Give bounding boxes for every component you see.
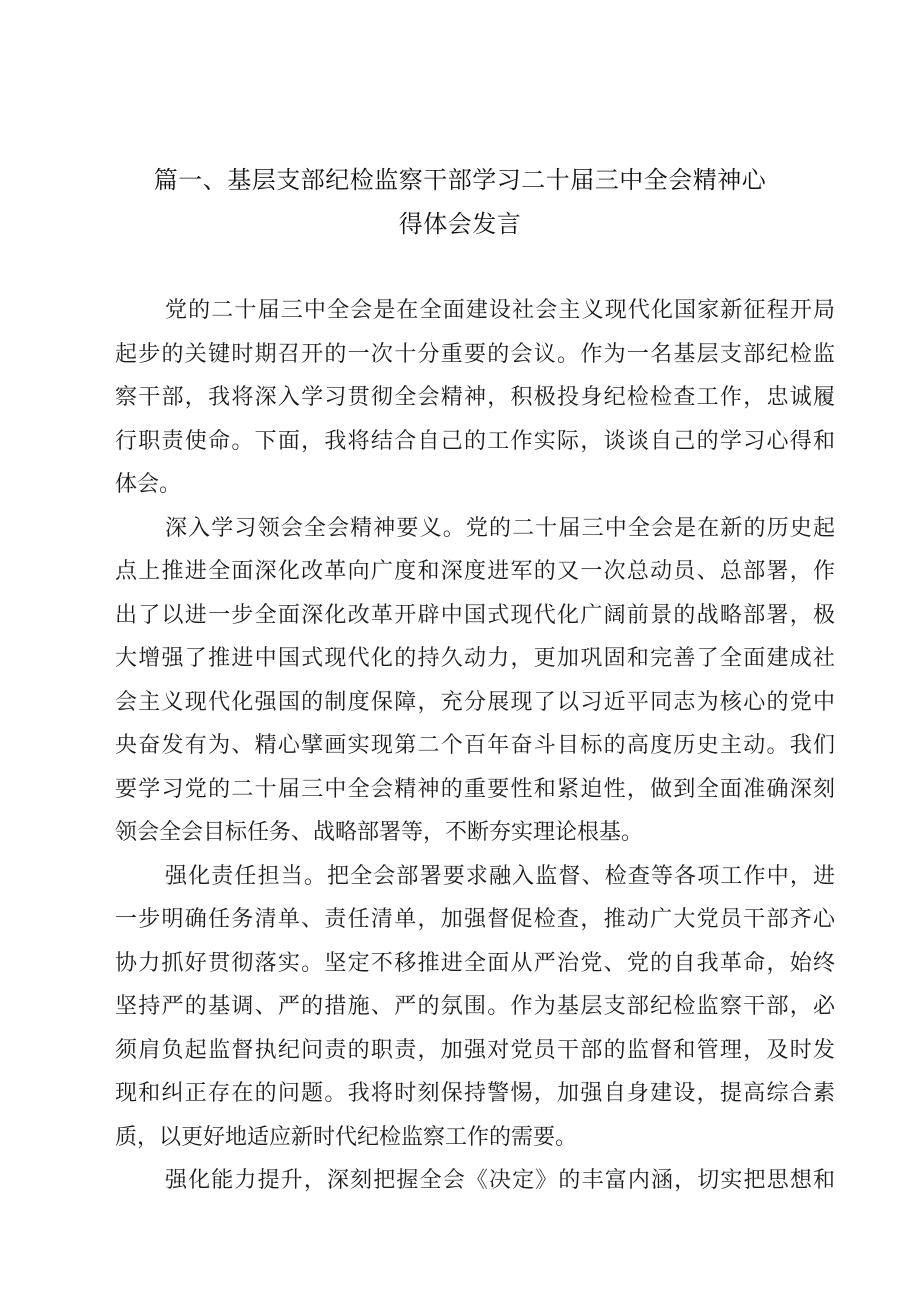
paragraph-4 — [115, 1159, 835, 1203]
paragraph-line: 要学习党的二十届三中全会精神的重要性和紧迫性，做到全面准确深刻 — [115, 776, 835, 802]
paragraph-line: 须肩负起监督执纪问责的职责，加强对党员干部的监督和管理，及时发 — [115, 1037, 835, 1063]
document-body — [115, 289, 835, 1203]
document-title-line-1: 篇一、基层支部纪检监察干部学习二十届三中全会精神心 — [153, 166, 767, 194]
paragraph-line: 起步的关键时期召开的一次十分重要的会议。作为一名基层支部纪检监 — [115, 341, 835, 367]
paragraph-line: 强化能力提升，深刻把握全会《决定》的丰富内涵，切实把思想和 — [165, 1168, 835, 1193]
document-title-line-2: 得体会发言 — [398, 210, 522, 238]
paragraph-line: 强化责任担当。把全会部署要求融入监督、检查等各项工作中，进 — [165, 863, 835, 889]
paragraph-line: 行职责使命。下面，我将结合自己的工作实际，谈谈自己的学习心得和 — [115, 428, 835, 454]
paragraph-line: 党的二十届三中全会是在全面建设社会主义现代化国家新征程开局 — [165, 298, 835, 323]
paragraph-line: 一步明确任务清单、责任清单，加强督促检查，推动广大党员干部齐心 — [115, 907, 835, 932]
paragraph-3 — [115, 855, 835, 1160]
paragraph-line: 出了以进一步全面深化改革开辟中国式现代化广阔前景的战略部署，极 — [115, 602, 835, 628]
paragraph-line: 央奋发有为、精心擘画实现第二个百年奋斗目标的高度历史主动。我们 — [115, 733, 835, 758]
paragraph-line: 体会。 — [115, 472, 182, 497]
paragraph-line: 大增强了推进中国式现代化的持久动力，更加巩固和完善了全面建成社 — [115, 646, 835, 671]
paragraph-1 — [115, 289, 835, 507]
paragraph-line: 坚持严的基调、严的措施、严的氛围。作为基层支部纪检监察干部，必 — [115, 994, 835, 1019]
paragraph-line: 深入学习领会全会精神要义。党的二十届三中全会是在新的历史起 — [165, 515, 835, 541]
paragraph-2 — [115, 507, 835, 855]
paragraph-line: 点上推进全面深化改革向广度和深度进军的又一次总动员、总部署，作 — [115, 559, 835, 584]
paragraph-line: 协力抓好贯彻落实。坚定不移推进全面从严治党、党的自我革命，始终 — [115, 950, 835, 976]
paragraph-line: 会主义现代化强国的制度保障，充分展现了以习近平同志为核心的党中 — [115, 689, 835, 715]
paragraph-line: 领会全会目标任务、战略部署等，不断夯实理论根基。 — [115, 820, 644, 845]
paragraph-line: 现和纠正存在的问题。我将时刻保持警惕，加强自身建设，提高综合素 — [115, 1081, 835, 1106]
paragraph-line: 察干部，我将深入学习贯彻全会精神，积极投身纪检检查工作，忠诚履 — [115, 385, 835, 410]
paragraph-line: 质，以更好地适应新时代纪检监察工作的需要。 — [115, 1124, 578, 1150]
